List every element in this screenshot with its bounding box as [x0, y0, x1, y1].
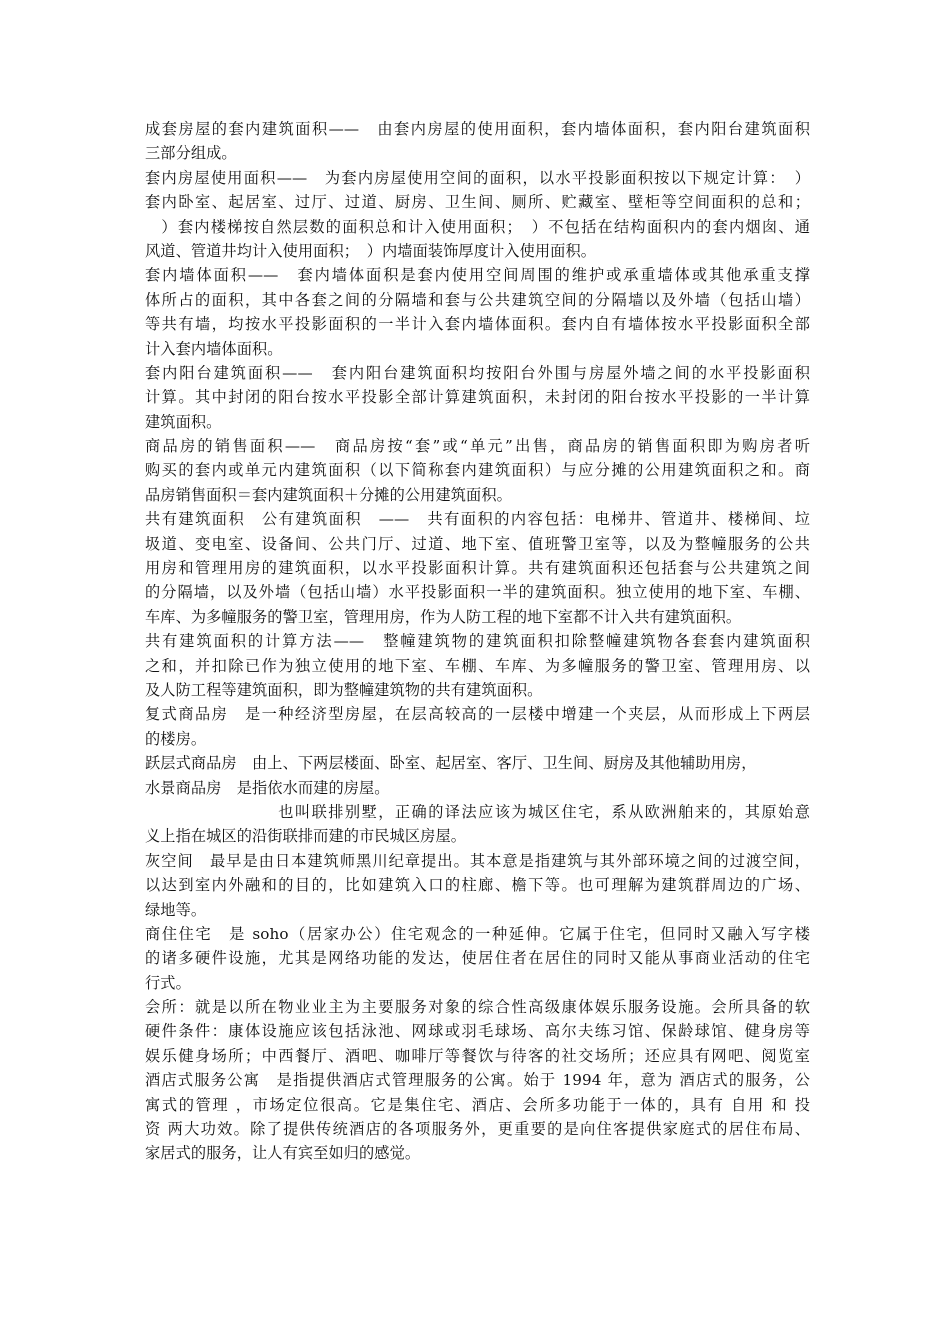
text-line: 共有建筑面积的计算方法—— 整幢建筑物的建筑面积扣除整幢建筑物各套套内建筑面积 — [145, 632, 810, 651]
text-line: 娱乐健身场所；中西餐厅、酒吧、咖啡厅等餐饮与待客的社交场所；还应具有网吧、阅览室 — [145, 1046, 810, 1065]
text-line: 车库、为多幢服务的警卫室，管理用房，作为人防工程的地下室都不计入共有建筑面积。 — [145, 607, 742, 626]
text-line: 的诸多硬件设施，尤其是网络功能的发达，使居住者在居住的同时又能从事商业活动的住宅 — [145, 949, 810, 968]
text-line: 建筑面积。 — [145, 412, 222, 431]
text-line: 跃层式商品房 由上、下两层楼面、卧室、起居室、客厅、卫生间、厨房及其他辅助用房， — [145, 754, 757, 773]
text-line: 套内阳台建筑面积—— 套内阳台建筑面积均按阳台外围与房屋外墙之间的水平投影面积 — [145, 363, 810, 382]
text-line: 计入套内墙体面积。 — [145, 339, 283, 358]
text-line: 套内墙体面积—— 套内墙体面积是套内使用空间周围的维护或承重墙体或其他承重支撑 — [145, 266, 810, 285]
text-line: 共有建筑面积 公有建筑面积 —— 共有面积的内容包括：电梯井、管道井、楼梯间、垃 — [145, 510, 810, 529]
text-line: 计算。其中封闭的阳台按水平投影全部计算建筑面积，未封闭的阳台按水平投影的一半计算 — [145, 388, 810, 407]
text-line: 以达到室内外融和的目的，比如建筑入口的柱廊、檐下等。也可理解为建筑群周边的广场、 — [145, 876, 810, 895]
text-line: 购买的套内或单元内建筑面积（以下简称套内建筑面积）与应分摊的公用建筑面积之和。商 — [145, 461, 810, 480]
text-line: 体所占的面积，其中各套之间的分隔墙和套与公共建筑空间的分隔墙以及外墙（包括山墙） — [145, 290, 810, 309]
text-line: 复式商品房 是一种经济型房屋，在层高较高的一层楼中增建一个夹层，从而形成上下两层 — [145, 705, 810, 724]
text-line: 商品房的销售面积—— 商品房按“套”或“单元”出售，商品房的销售面积即为购房者听 — [145, 437, 810, 456]
text-line: ）套内楼梯按自然层数的面积总和计入使用面积； ）不包括在结构面积内的套内烟囱、通 — [145, 217, 810, 236]
text-line: 家居式的服务，让人有宾至如归的感觉。 — [145, 1144, 421, 1163]
text-line: 的分隔墙，以及外墙（包括山墙）水平投影面积一半的建筑面积。独立使用的地下室、车棚、 — [145, 583, 810, 602]
text-line: 义上指在城区的沿街联排而建的市民城区房屋。 — [145, 827, 467, 846]
text-line: 资 两大功效。除了提供传统酒店的各项服务外，更重要的是向住客提供家庭式的居住布局、 — [145, 1120, 810, 1139]
text-line: 会所：就是以所在物业业主为主要服务对象的综合性高级康体娱乐服务设施。会所具备的软 — [145, 998, 810, 1017]
text-line: 绿地等。 — [145, 900, 207, 919]
text-line: 三部分组成。 — [145, 144, 237, 163]
text-line: 水景商品房 是指依水而建的房屋。 — [145, 778, 390, 797]
text-line: 寓式的管理 ，市场定位很高。它是集住宅、酒店、会所多功能于一体的，具有 自用 和 投 — [145, 1095, 810, 1114]
text-line: 硬件条件：康体设施应该包括泳池、网球或羽毛球场、高尔夫练习馆、保龄球馆、健身房等 — [145, 1022, 810, 1041]
text-line: 风道、管道井均计入使用面积； ）内墙面装饰厚度计入使用面积。 — [145, 241, 597, 260]
text-line: 行式。 — [145, 973, 191, 992]
text-line: 等共有墙，均按水平投影面积的一半计入套内墙体面积。套内自有墙体按水平投影面积全部 — [145, 315, 810, 334]
text-line: 圾道、变电室、设备间、公共门厅、过道、地下室、值班警卫室等，以及为整幢服务的公共 — [145, 534, 810, 553]
text-line: 商住住宅 是 soho（居家办公）住宅观念的一种延伸。它属于住宅，但同时又融入写字楼 — [145, 924, 810, 943]
text-line: 套内房屋使用面积—— 为套内房屋使用空间的面积，以水平投影面积按以下规定计算： ） — [145, 168, 810, 187]
document-body — [145, 117, 810, 1166]
text-line: 品房销售面积＝套内建筑面积＋分摊的公用建筑面积。 — [145, 485, 512, 504]
text-line: 成套房屋的套内建筑面积—— 由套内房屋的使用面积，套内墙体面积，套内阳台建筑面积 — [145, 120, 810, 138]
text-line: 及人防工程等建筑面积，即为整幢建筑物的共有建筑面积。 — [145, 680, 543, 699]
text-line: 用房和管理用房的建筑面积，以水平投影面积计算。共有建筑面积还包括套与公共建筑之间 — [145, 559, 810, 578]
text-line: 也叫联排别墅，正确的译法应该为城区住宅，系从欧洲舶来的，其原始意 — [145, 802, 810, 821]
text-line: 酒店式服务公寓 是指提供酒店式管理服务的公寓。始于 1994 年，意为 酒店式的服务，公 — [145, 1071, 810, 1090]
text-line: 的楼房。 — [145, 729, 207, 748]
text-line: 灰空间 最早是由日本建筑师黑川纪章提出。其本意是指建筑与其外部环境之间的过渡空间， — [145, 851, 810, 870]
text-line: 套内卧室、起居室、过厅、过道、厨房、卫生间、厕所、贮藏室、壁柜等空间面积的总和； — [145, 193, 810, 212]
text-line: 之和，并扣除已作为独立使用的地下室、车棚、车库、为多幢服务的警卫室、管理用房、以 — [145, 656, 810, 675]
